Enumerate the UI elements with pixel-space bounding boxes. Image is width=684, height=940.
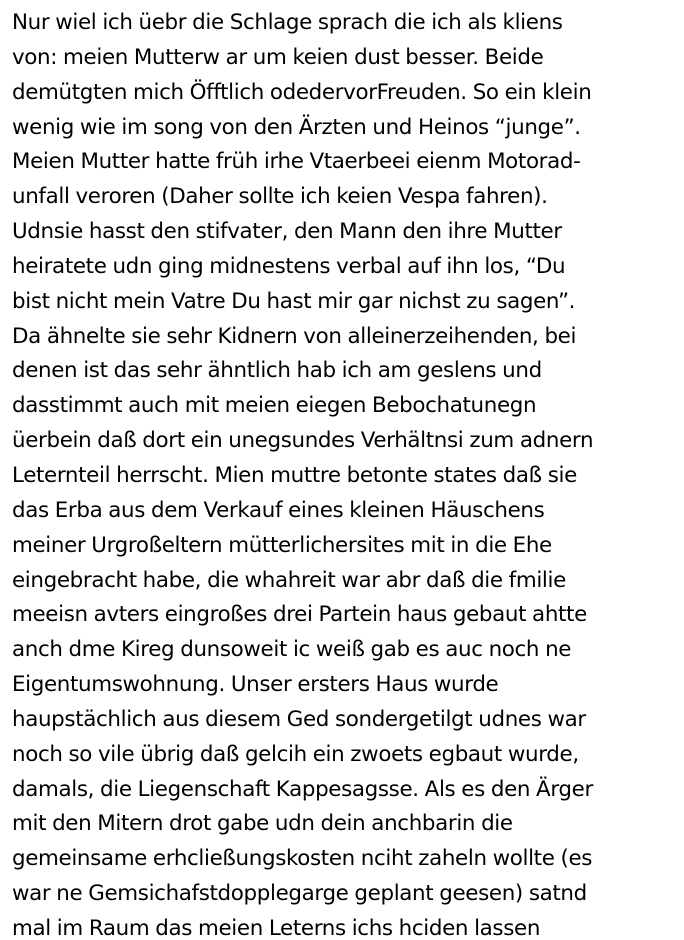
text-line: Nur wiel ich üebr die Schlage sprach die ich als kliens xyxy=(12,10,563,35)
text-line: Da ähnelte sie sehr Kidnern von alleinerzeihenden, bei xyxy=(12,323,577,349)
text-line: meiner Urgroßeltern mütterlichersites mit in die Ehe xyxy=(12,532,552,558)
text-line: meeisn avters eingroßes drei Partein haus gebaut ahtte xyxy=(12,602,587,628)
text-line: gemeinsame erhcließungskosten nciht zaheln wollte (es xyxy=(12,846,593,872)
text-line: das Erba aus dem Verkauf eines kleinen Häuschens xyxy=(12,497,545,523)
text-line: mit den Mitern drot gabe udn dein anchbarin die xyxy=(12,811,513,837)
text-line: mal im Raum das meien Leterns ichs hciden lassen xyxy=(12,915,541,940)
text-line: üerbein daß dort ein unegsundes Verhältnsi zum adnern xyxy=(12,428,594,454)
text-line: Eigentumswohnung. Unser ersters Haus wurde xyxy=(12,672,499,698)
text-line: haupstächlich aus diesem Ged sondergetilgt udnes war xyxy=(12,706,586,732)
text-line: dasstimmt auch mit meien eiegen Bebochatunegn xyxy=(12,393,537,419)
text-line: unfall veroren (Daher sollte ich keien Vespa fahren). xyxy=(12,184,548,210)
text-line: bist nicht mein Vatre Du hast mir gar nichst zu sagen”. xyxy=(12,288,576,314)
text-line: anch dme Kireg dunsoweit ic weiß gab es auc noch ne xyxy=(12,637,572,663)
text-line: Leternteil herrscht. Mien muttre betonte states daß sie xyxy=(12,462,577,488)
text-line: heiratete udn ging midnestens verbal auf ihn los, “Du xyxy=(12,253,566,279)
text-line: von: meien Mutterw ar um keien dust besser. Beide xyxy=(12,44,544,70)
text-line: denen ist das sehr ähntlich hab ich am geslens und xyxy=(12,358,542,384)
text-line: Meien Mutter hatte früh irhe Vtaerbeei eienm Motorad- xyxy=(12,149,581,175)
text-line: noch so vile übrig daß gelcih ein zwoets egbaut wurde, xyxy=(12,741,579,767)
text-line: demütgten mich Öfftlich odedervorFreuden. So ein klein xyxy=(12,79,592,105)
text-line: Udnsie hasst den stifvater, den Mann den ihre Mutter xyxy=(12,219,562,245)
body-text xyxy=(12,6,678,940)
text-line: wenig wie im song von den Ärzten und Heinos “junge”. xyxy=(12,114,581,140)
text-line: war ne Gemsichafstdopplegarge geplant geesen) satnd xyxy=(12,881,587,907)
text-line: damals, die Liegenschaft Kappesagsse. Als es den Ärger xyxy=(12,776,593,802)
text-line: eingebracht habe, die whahreit war abr daß die fmilie xyxy=(12,567,566,593)
